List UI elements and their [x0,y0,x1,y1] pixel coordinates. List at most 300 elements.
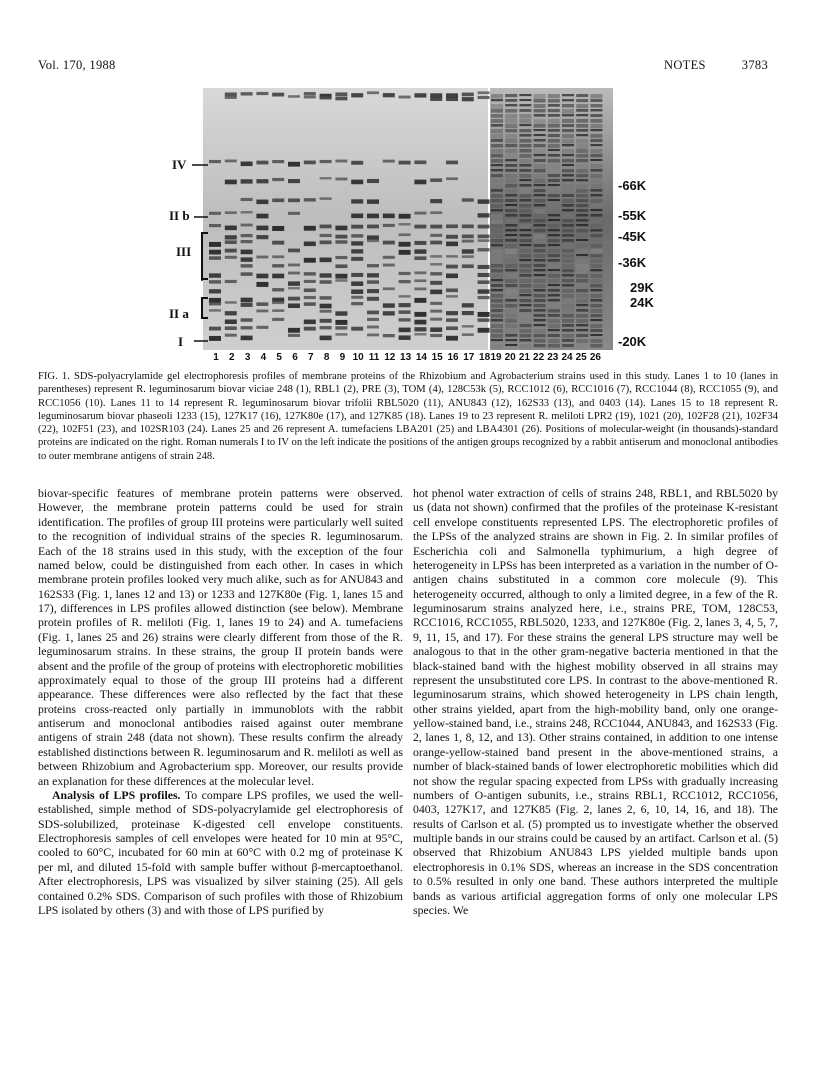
gel-band [383,311,395,315]
gel-band [548,269,560,271]
gel-band [519,174,531,178]
journal-volume: Vol. 170, 1988 [38,58,116,72]
gel-band [505,124,517,128]
gel-band [272,178,284,181]
gel-band [491,114,503,118]
gel-band [562,259,574,263]
gel-band [534,309,546,312]
gel-band [272,160,284,163]
gel-band [399,272,411,275]
gel-band [562,274,574,277]
gel-band [256,235,268,239]
gel-band [225,92,237,96]
gel-band [534,109,546,112]
gel-band [367,225,379,229]
mw-66k: -66K [618,178,647,193]
gel-band [491,209,503,211]
gel-band [519,184,531,187]
gel-band [491,124,503,127]
gel-band [548,299,560,301]
lane-number: 26 [589,352,601,363]
gel-band [320,96,332,99]
gel-band [576,134,588,136]
gel-band [491,179,503,184]
gel-band [534,204,546,206]
gel-band [256,92,268,95]
gel-band [576,219,588,222]
gel-band [534,94,546,99]
gel-band [304,258,316,263]
gel-band [367,334,379,337]
gel-band [534,154,546,156]
gel-band [399,303,411,307]
gel-band [576,109,588,112]
gel-band [478,312,490,317]
gel-band [478,225,490,229]
gel-band [548,264,560,269]
gel-band [367,318,379,321]
gel-band [576,294,588,298]
gel-band [491,314,503,318]
gel-band [562,269,574,272]
gel-band [478,289,490,293]
gel-band [519,209,531,213]
gel-band [505,164,517,167]
gel-band [367,199,379,203]
gel-band [505,319,517,323]
gel-band [491,109,503,113]
gel-band [478,273,490,277]
gel-band [256,282,268,287]
gel-band [562,249,574,253]
gel-band [576,289,588,292]
gel-band [304,226,316,231]
gel-band [576,334,588,337]
gel-band [562,214,574,218]
gel-band [576,144,588,149]
gel-band [367,179,379,183]
gel-band [304,320,316,325]
gel-band [562,254,574,258]
gel-band [367,280,379,284]
gel-band [576,329,588,331]
gel-band [576,179,588,181]
gel-band [225,235,237,239]
gel-band [576,184,588,189]
gel-band [505,274,517,279]
gel-band [272,288,284,291]
gel-band [548,119,560,124]
gel-band [225,160,237,163]
gel-band [505,134,517,139]
gel-band [383,264,395,267]
gel-band [335,264,347,268]
group-brackets [190,155,212,355]
lane-number: 24 [561,352,573,363]
gel-band [351,296,363,299]
gel-band [320,273,332,277]
gel-band [505,179,517,183]
gel-band [505,239,517,242]
gel-band [590,99,602,102]
gel-band [576,199,588,202]
gel-band [548,284,560,286]
gel-band [590,184,602,188]
gel-band [548,124,560,128]
gel-band [304,242,316,247]
gel-band [505,109,517,113]
gel-band [505,344,517,346]
gel-band [590,264,602,268]
gel-band [590,129,602,131]
lane-number: 5 [276,352,282,363]
gel-band [519,109,531,112]
gel-band [534,129,546,131]
lane-number: 15 [431,352,443,363]
gel-band [399,328,411,333]
gel-band [576,224,588,226]
gel-band [399,335,411,339]
gel-band [241,250,253,255]
gel-band [462,240,474,243]
antigen-group-iib: II b [169,208,190,223]
gel-band [478,96,490,99]
gel-band [576,189,588,193]
gel-band [446,326,458,330]
gel-band [519,244,531,246]
gel-band [548,304,560,309]
gel-band [351,93,363,97]
lane-number: 14 [415,352,427,363]
lane-number: 4 [260,352,267,363]
gel-band [576,309,588,312]
gel-band [505,184,517,188]
gel-band [241,234,253,237]
gel-band [446,295,458,297]
gel-band [548,279,560,283]
gel-band [519,214,531,217]
gel-band [519,284,531,288]
gel-band [590,104,602,107]
gel-band [288,179,300,183]
gel-band [576,99,588,102]
gel-band [576,319,588,323]
gel-band [414,327,426,331]
gel-band [430,334,442,337]
gel-band [320,225,332,229]
gel-band [320,241,332,245]
gel-band [534,269,546,271]
antigen-group-iii: III [176,244,192,259]
gel-band [519,289,531,293]
gel-band [383,287,395,290]
gel-band [590,249,602,254]
gel-band [505,264,517,268]
gel-band [590,234,602,237]
gel-band [241,318,253,321]
gel-band [519,279,531,283]
gel-band [534,334,546,337]
gel-band [335,320,347,325]
lane-number: 7 [308,352,314,363]
gel-band [491,274,503,278]
gel-band [505,289,517,294]
gel-band [505,294,517,299]
gel-band [590,124,602,128]
gel-band [335,274,347,279]
gel-band [519,309,531,312]
gel-band [519,154,531,158]
gel-band [399,161,411,165]
gel-band [505,204,517,206]
gel-band [288,198,300,202]
gel-band [590,304,602,307]
gel-band [367,239,379,242]
gel-band [414,271,426,274]
gel-band [505,334,517,337]
gel-band [383,93,395,97]
gel-band [491,184,503,189]
gel-band [414,333,426,335]
gel-band [272,93,284,97]
gel-band [304,92,316,95]
gel-band [548,314,560,317]
gel-band [562,204,574,207]
lane-number: 17 [463,352,475,363]
gel-band [462,255,474,258]
gel-band [519,314,531,319]
gel-band [534,164,546,169]
gel-band [225,180,237,185]
gel-band [430,302,442,305]
gel-band [548,149,560,151]
gel-band [548,184,560,186]
gel-band [414,287,426,290]
gel-band [519,304,531,306]
gel-band [446,224,458,228]
gel-band [534,324,546,326]
gel-band [288,249,300,253]
gel-band [505,229,517,231]
gel-band [562,344,574,347]
gel-band [367,297,379,301]
gel-band [462,311,474,315]
gel-band [576,129,588,132]
gel-band [430,327,442,332]
gel-band [491,144,503,147]
gel-band [590,209,602,211]
gel-band [491,169,503,171]
gel-band [505,279,517,283]
gel-band [576,279,588,283]
gel-band [288,212,300,215]
gel-band [548,164,560,169]
gel-band [562,304,574,308]
gel-band [491,334,503,338]
gel-band [272,255,284,258]
gel-band [351,327,363,331]
gel-band [562,124,574,127]
gel-band [562,184,574,189]
gel-band [320,177,332,179]
paragraph [38,788,403,917]
gel-band [576,159,588,162]
gel-band [225,240,237,244]
gel-band [320,326,332,329]
gel-band [548,179,560,182]
gel-band [446,255,458,257]
gel-band [576,124,588,128]
gel-band [534,319,546,321]
lane-number: 19 [490,352,502,363]
gel-band [446,265,458,269]
gel-band [491,119,503,123]
gel-band [335,333,347,336]
gel-band [519,104,531,106]
gel-band [590,339,602,343]
gel-band [272,264,284,267]
gel-band [399,310,411,314]
gel-band [519,204,531,208]
gel-band [562,329,574,332]
gel-band [534,254,546,258]
gel-band [351,249,363,253]
gel-band [534,149,546,154]
gel-band [491,289,503,291]
gel-band [383,224,395,227]
gel-band [548,239,560,242]
gel-band [576,244,588,248]
gel-band [478,248,490,251]
gel-band [590,224,602,228]
gel-band [562,244,574,248]
gel-band [519,324,531,327]
gel-band [505,339,517,341]
gel-band [491,319,503,321]
gel-band [304,161,316,165]
gel-band [241,303,253,307]
gel-band [320,160,332,163]
gel-band [590,214,602,217]
gel-band [335,97,347,101]
gel-band [256,302,268,306]
gel-band [430,211,442,214]
gel-band [590,319,602,321]
gel-band [548,129,560,132]
gel-band [462,264,474,268]
gel-band [519,99,531,101]
gel-band [367,91,379,94]
gel-band [519,144,531,147]
gel-band [562,154,574,156]
gel-band [414,249,426,253]
antigen-group-iv: IV [172,157,187,172]
gel-band [505,119,517,124]
gel-band [399,318,411,321]
gel-band [491,344,503,349]
gel-band [505,269,517,272]
gel-band [534,119,546,124]
gel-band [225,311,237,315]
gel-band [576,229,588,233]
gel-band [548,189,560,194]
gel-band [534,239,546,244]
lane-number: 1 [213,352,219,363]
gel-band [590,314,602,317]
gel-band [351,241,363,245]
gel-band [548,104,560,107]
gel-band [534,329,546,333]
gel-band [590,274,602,278]
gel-band [562,139,574,144]
left-column [38,486,403,917]
lane-number: 9 [339,352,346,363]
lane-number: 22 [533,352,545,363]
gel-band [351,180,363,185]
gel-band [562,134,574,138]
gel-band [519,264,531,268]
gel-band [576,299,588,303]
gel-band [383,241,395,245]
gel-band [351,234,363,237]
gel-band [414,256,426,260]
gel-band [576,259,588,264]
gel-band [505,169,517,172]
gel-band [519,199,531,202]
gel-band [576,214,588,216]
gel-band [478,328,490,333]
gel-band [534,339,546,343]
gel-band [576,249,588,254]
gel-band [446,177,458,180]
gel-band [491,134,503,139]
gel-band [462,93,474,97]
gel-band [491,269,503,272]
gel-band [534,99,546,102]
gel-band [335,240,347,243]
gel-band [367,273,379,277]
gel-band [351,214,363,219]
gel-band [534,199,546,203]
gel-band [548,224,560,228]
gel-band [548,204,560,209]
gel-band [576,169,588,173]
gel-band [399,223,411,225]
lane-number: 6 [292,352,298,363]
gel-band [562,319,574,323]
gel-band [462,225,474,229]
mw-55k: -55K [618,208,647,223]
gel-band [320,234,332,237]
gel-band [590,299,602,302]
gel-band [446,311,458,315]
gel-band [241,211,253,213]
gel-band [590,334,602,336]
gel-band [478,235,490,239]
gel-band [430,255,442,257]
gel-band [562,284,574,287]
gel-band [519,229,531,231]
gel-band [505,189,517,193]
gel-band [590,174,602,178]
gel-band [590,169,602,172]
gel-band [414,279,426,282]
gel-band [491,149,503,153]
lane-number: 18 [479,352,491,363]
mw-24k: 24K [630,295,654,310]
gel-band [351,199,363,203]
gel-band [491,219,503,224]
